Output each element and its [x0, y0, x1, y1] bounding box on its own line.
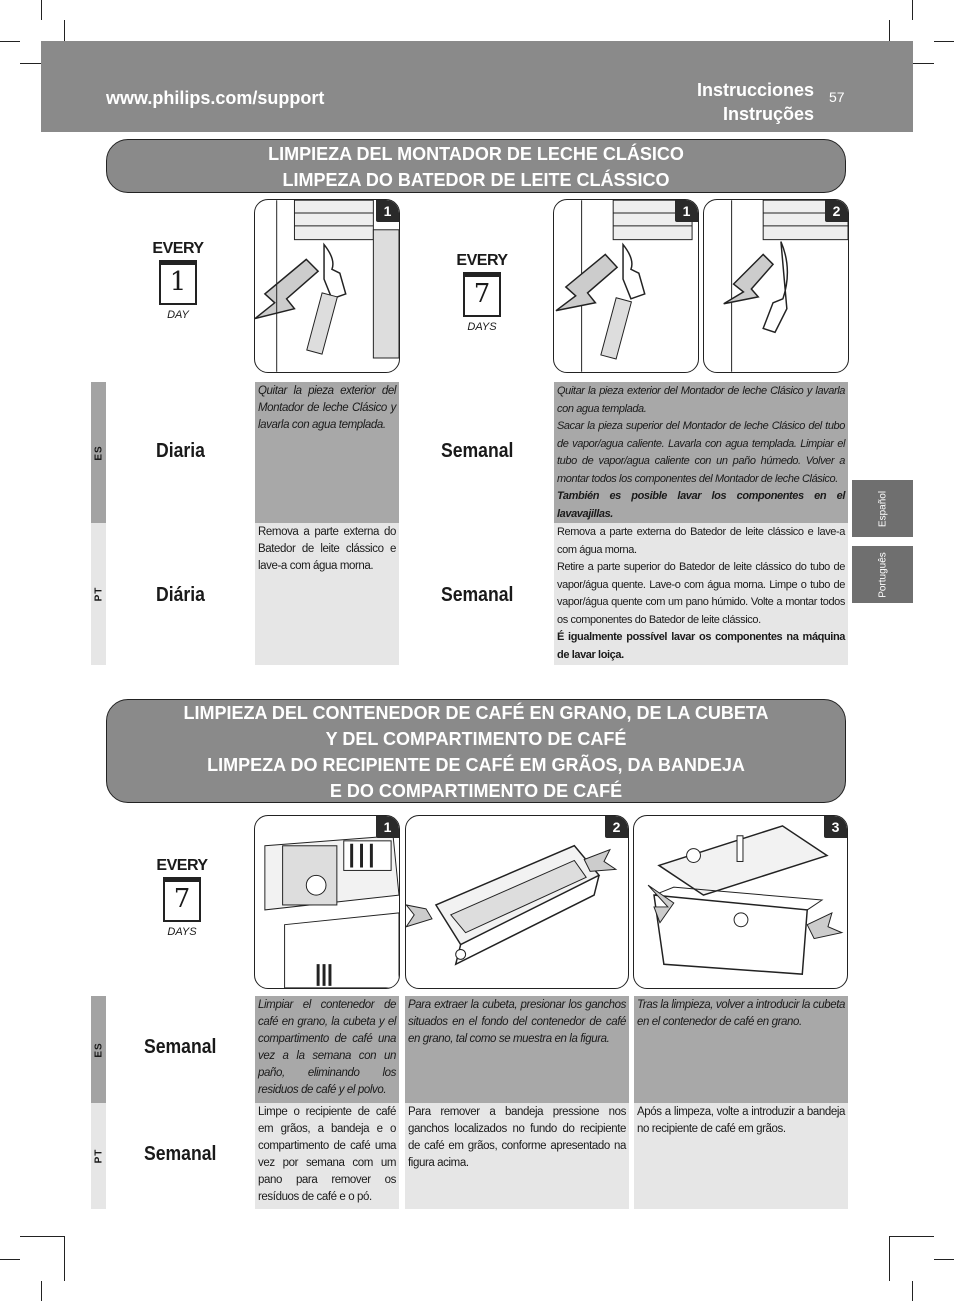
section2-title-pt-1: LIMPEZA DO RECIPIENTE DE CAFÉ EM GRÃOS, DA BANDEJA [207, 755, 745, 775]
illustration-bean-container-step1 [254, 815, 400, 989]
support-url[interactable]: www.philips.com/support [106, 88, 325, 108]
instruction-weekly-pt-note: É igualmente possível lavar os componentes na máquina de lavar loiça. [557, 631, 845, 661]
calendar-unit: DAY [167, 309, 189, 321]
instruction-daily-pt: Remova a parte externa do Batedor de leite clássico e lave-a com água morna. [255, 523, 399, 665]
step-badge: 1 [376, 816, 399, 838]
section1-title-banner [106, 139, 846, 193]
step-badge: 3 [824, 816, 847, 838]
instruction-step2-pt: Para remover a bandeja pressione nos ganchos localizados no fundo do recipiente de café em grãos, conforme apresentado na figura acima. [405, 1103, 629, 1209]
lang-label-es: ES [91, 996, 106, 1103]
instruction-step1-pt: Limpe o recipiente de café em grãos, a bandeja e o compartimento de café uma vez por semana com um pano para remover os resíduos de café e o pó. [255, 1103, 399, 1209]
instruction-weekly-pt [554, 523, 848, 665]
illustration-weekly-step2 [703, 199, 849, 373]
tab-espanol[interactable] [852, 480, 913, 537]
frequency-weekly-pt: Semanal [144, 1143, 217, 1165]
calendar-every-label: EVERY [156, 857, 208, 874]
lang-label-es: ES [91, 382, 106, 523]
calendar-unit: DAYS [467, 321, 497, 333]
crop-mark [889, 1236, 890, 1281]
steam-tube-top-removal-drawing [704, 200, 848, 372]
calendar-every-7-days [437, 252, 527, 333]
illustration-daily-step1 [254, 199, 400, 373]
crop-mark [912, 1281, 913, 1301]
header-title-es: Instrucciones [696, 80, 814, 100]
instruction-step2-es: Para extraer la cubeta, presionar los ganchos situados en el fondo del contenedor de café en grano, tal como se muestra en la figura. [405, 996, 629, 1103]
crop-mark [20, 1236, 65, 1237]
tray-reinsert-drawing [634, 816, 847, 988]
illustration-bean-container-step3 [633, 815, 848, 989]
page-number: 57 [829, 89, 845, 105]
frequency-weekly-pt: Semanal [441, 584, 514, 606]
crop-mark [912, 0, 913, 20]
lang-label-pt: PT [91, 523, 106, 665]
section2-title-es-2: Y DEL COMPARTIMENTO DE CAFÉ [325, 729, 627, 749]
milk-frother-removal-drawing [554, 200, 698, 372]
crop-mark [41, 1281, 42, 1301]
calendar-every-7-days [137, 857, 227, 938]
header-title [697, 78, 814, 126]
illustration-weekly-step1 [553, 199, 699, 373]
lang-label-pt: PT [91, 1103, 106, 1209]
section2-title-es-1: LIMPIEZA DEL CONTENEDOR DE CAFÉ EN GRANO, DE LA CUBETA [183, 703, 769, 723]
instruction-step3-es: Tras la limpieza, volver a introducir la cubeta en el contenedor de café en grano. [634, 996, 848, 1103]
tab-portugues-label: Português [877, 551, 888, 598]
frequency-daily-es: Diaria [156, 440, 205, 462]
tab-espanol-label: Español [877, 490, 888, 527]
milk-frother-removal-drawing [255, 200, 399, 372]
instruction-daily-es: Quitar la pieza exterior del Montador de leche Clásico y lavarla con agua templada. [255, 382, 399, 523]
calendar-unit: DAYS [167, 926, 197, 938]
crop-mark [934, 41, 954, 42]
header-title-pt: Instruções [722, 104, 814, 124]
frequency-daily-pt: Diária [156, 584, 205, 606]
frequency-weekly-es: Semanal [144, 1036, 217, 1058]
section2-title-banner [106, 699, 846, 803]
instruction-weekly-es-p2: Sacar la pieza superior del Montador de leche Clásico del tubo de vapor/agua caliente. Lavarla con agua templada. Limpiar el tubo de vapor/agua caliente con un paño húmedo. Volver a montar todos los componentes del Montador de leche Clásico. [557, 420, 845, 485]
instruction-weekly-es-note: También es posible lavar los componentes en el lavavajillas. [557, 490, 845, 520]
instruction-weekly-es-p1: Quitar la pieza exterior del Montador de leche Clásico y lavarla con agua templada. [557, 385, 845, 415]
tray-hooks-drawing [406, 816, 628, 988]
crop-mark [889, 1236, 934, 1237]
instruction-weekly-pt-p2: Retire a parte superior do Batedor de leite clássico do tubo de vapor/água quente. Lave-o com água morna. Limpe o tubo de vapor/água quente com um pano húmido. Volte a montar todos os componentes do Batedor de leite clássico. [557, 561, 845, 626]
instruction-step3-pt: Após a limpeza, volte a introduzir a bandeja no recipiente de café em grãos. [634, 1103, 848, 1209]
crop-mark [934, 1259, 954, 1260]
calendar-icon: 7 [463, 272, 501, 317]
step-badge: 2 [825, 200, 848, 222]
crop-mark [0, 41, 20, 42]
crop-mark [64, 1236, 65, 1281]
tab-portugues[interactable] [852, 546, 913, 603]
calendar-every-day [133, 240, 223, 321]
step-badge: 2 [605, 816, 628, 838]
calendar-every-label: EVERY [152, 240, 204, 257]
section1-title-es: LIMPIEZA DEL MONTADOR DE LECHE CLÁSICO [268, 144, 684, 164]
instruction-weekly-es [554, 382, 848, 523]
section1-title-pt: LIMPEZA DO BATEDOR DE LEITE CLÁSSICO [282, 170, 670, 190]
instruction-weekly-pt-p1: Remova a parte externa do Batedor de leite clássico e lave-a com água morna. [557, 526, 845, 556]
bean-container-drawing [255, 816, 399, 988]
crop-mark [41, 0, 42, 20]
section2-title-pt-2: E DO COMPARTIMENTO DE CAFÉ [329, 781, 623, 801]
illustration-bean-container-step2 [405, 815, 629, 989]
calendar-icon: 7 [163, 877, 201, 922]
frequency-weekly-es: Semanal [441, 440, 514, 462]
step-badge: 1 [376, 200, 399, 222]
calendar-icon: 1 [159, 260, 197, 305]
calendar-every-label: EVERY [456, 252, 508, 269]
instruction-step1-es: Limpiar el contenedor de café en grano, la cubeta y el compartimento de café una vez a la semana con un paño, eliminando los residuos de café y el polvo. [255, 996, 399, 1103]
crop-mark [0, 1259, 20, 1260]
step-badge: 1 [675, 200, 698, 222]
